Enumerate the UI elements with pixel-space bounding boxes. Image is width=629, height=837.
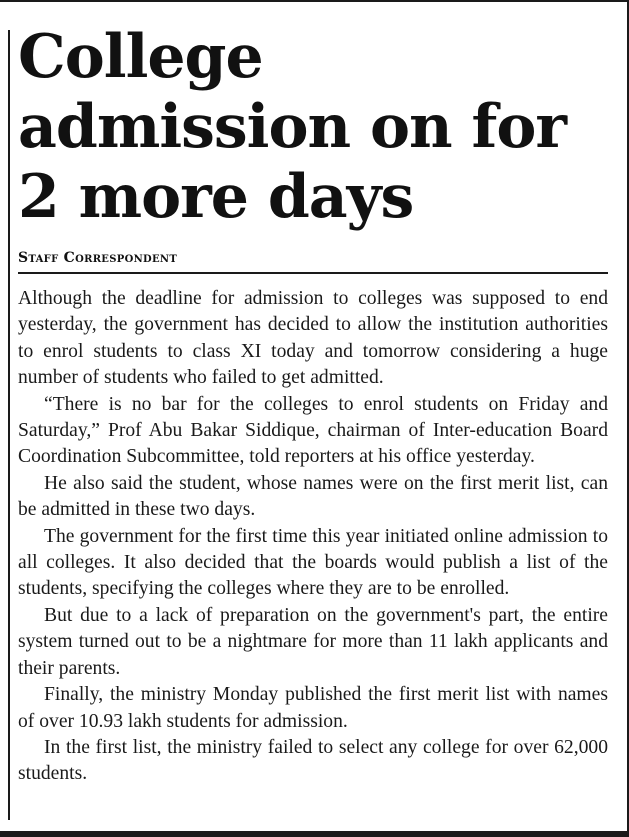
article-headline: College admission on for 2 more days — [18, 22, 566, 232]
article-paragraph: “There is no bar for the colleges to enrol students on Friday and Saturday,” Prof Abu Bakar Siddique, chairman of Inter-education Board Coordination Subcommittee, told reporters at his office yesterday. — [18, 393, 608, 468]
top-border-rule — [0, 0, 629, 2]
bottom-border-rule — [0, 831, 629, 837]
article-paragraph: But due to a lack of preparation on the government's part, the entire system turned out to be a nightmare for more than 11 lakh applicants and their parents. — [18, 604, 608, 679]
article-paragraph: In the first list, the ministry failed to select any college for over 62,000 students. — [18, 736, 608, 785]
article-paragraph: Finally, the ministry Monday published the first merit list with names of over 10.93 lakh students for admission. — [18, 684, 608, 732]
article-paragraph: Although the deadline for admission to colleges was supposed to end yesterday, the government has decided to allow the institution authorities to enrol students to class XI today and tomorrow considering a huge number of students who failed to get admitted. — [18, 288, 608, 389]
article-paragraph: He also said the student, whose names were on the first merit list, can be admitted in these two days. — [18, 472, 608, 521]
news-article — [18, 22, 608, 788]
left-column-rule — [8, 30, 10, 820]
article-body — [18, 286, 608, 788]
article-paragraph: The government for the first time this year initiated online admission to all colleges. It also decided that the boards would publish a list of the students, specifying the colleges where they are to be enrolled. — [18, 525, 608, 600]
article-byline: Staff Correspondent — [18, 250, 608, 274]
